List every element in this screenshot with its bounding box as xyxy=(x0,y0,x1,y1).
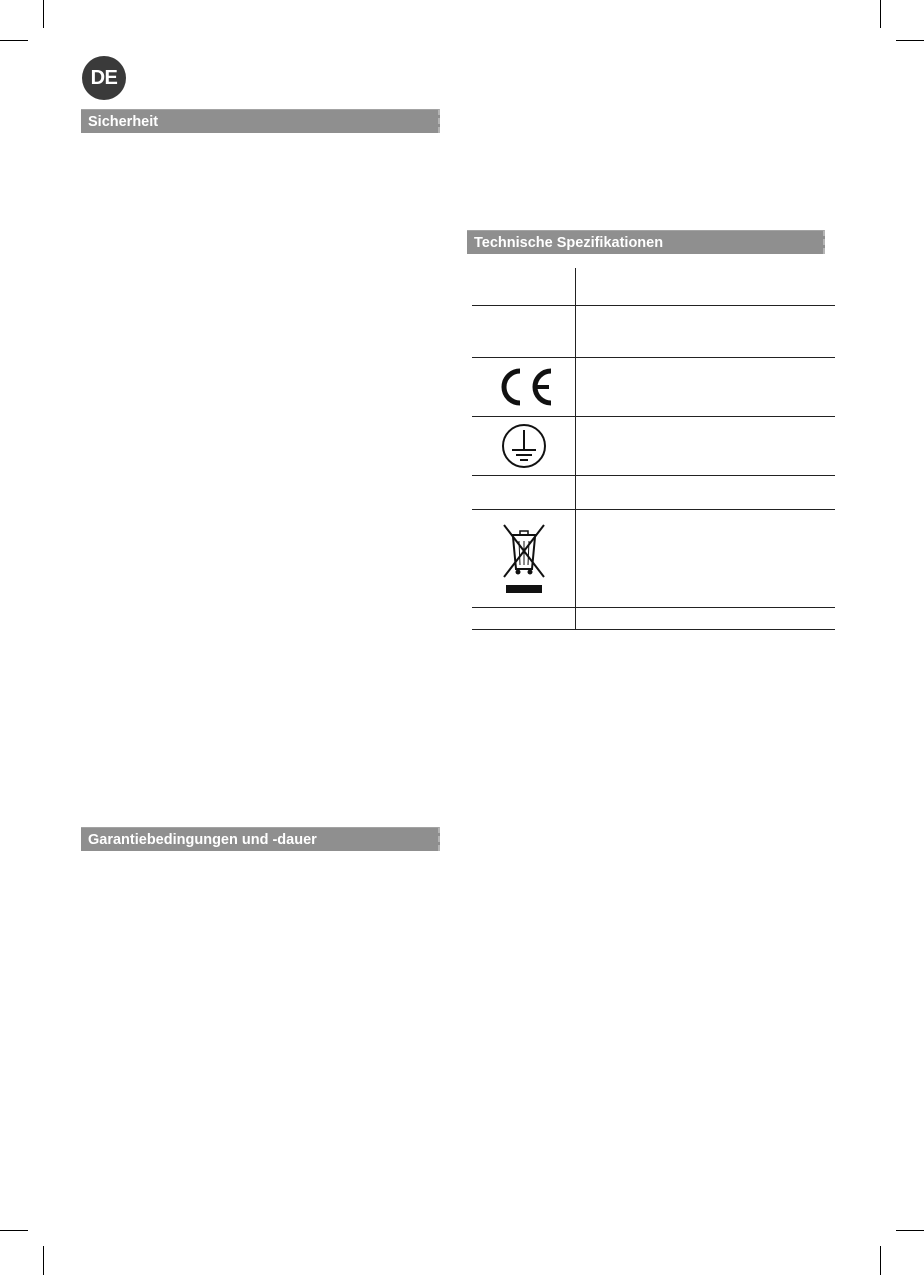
spec-value xyxy=(576,417,835,475)
crop-mark xyxy=(43,1246,44,1275)
ce-mark-icon xyxy=(493,367,555,407)
spec-row xyxy=(472,417,835,476)
spec-row xyxy=(472,358,835,417)
weee-crossed-bin-icon xyxy=(498,519,550,599)
crop-mark xyxy=(0,40,28,41)
spec-row xyxy=(472,268,835,306)
spec-value xyxy=(576,268,835,305)
crop-mark xyxy=(880,0,881,28)
section-header-specs: Technische Spezifikationen xyxy=(467,230,825,254)
spec-icon-cell xyxy=(472,268,576,305)
crop-mark xyxy=(896,40,924,41)
spec-table xyxy=(472,268,835,630)
spec-icon-cell xyxy=(472,306,576,357)
spec-icon-cell xyxy=(472,417,576,475)
spec-value xyxy=(576,510,835,607)
spec-icon-cell xyxy=(472,358,576,416)
crop-mark xyxy=(0,1230,28,1231)
spec-row xyxy=(472,510,835,608)
spec-icon-cell xyxy=(472,476,576,509)
spec-value xyxy=(576,476,835,509)
section-header-safety: Sicherheit xyxy=(81,109,440,133)
spec-value xyxy=(576,358,835,416)
spec-icon-cell xyxy=(472,608,576,629)
spec-icon-cell xyxy=(472,510,576,607)
language-badge: DE xyxy=(82,56,126,100)
spec-row xyxy=(472,306,835,358)
crop-mark xyxy=(880,1246,881,1275)
crop-mark xyxy=(43,0,44,28)
crop-mark xyxy=(896,1230,924,1231)
spec-row xyxy=(472,476,835,510)
spec-value xyxy=(576,306,835,357)
spec-row xyxy=(472,608,835,630)
section-header-warranty: Garantiebedingungen und -dauer xyxy=(81,827,440,851)
protective-earth-icon xyxy=(500,422,548,470)
spec-value xyxy=(576,608,835,629)
